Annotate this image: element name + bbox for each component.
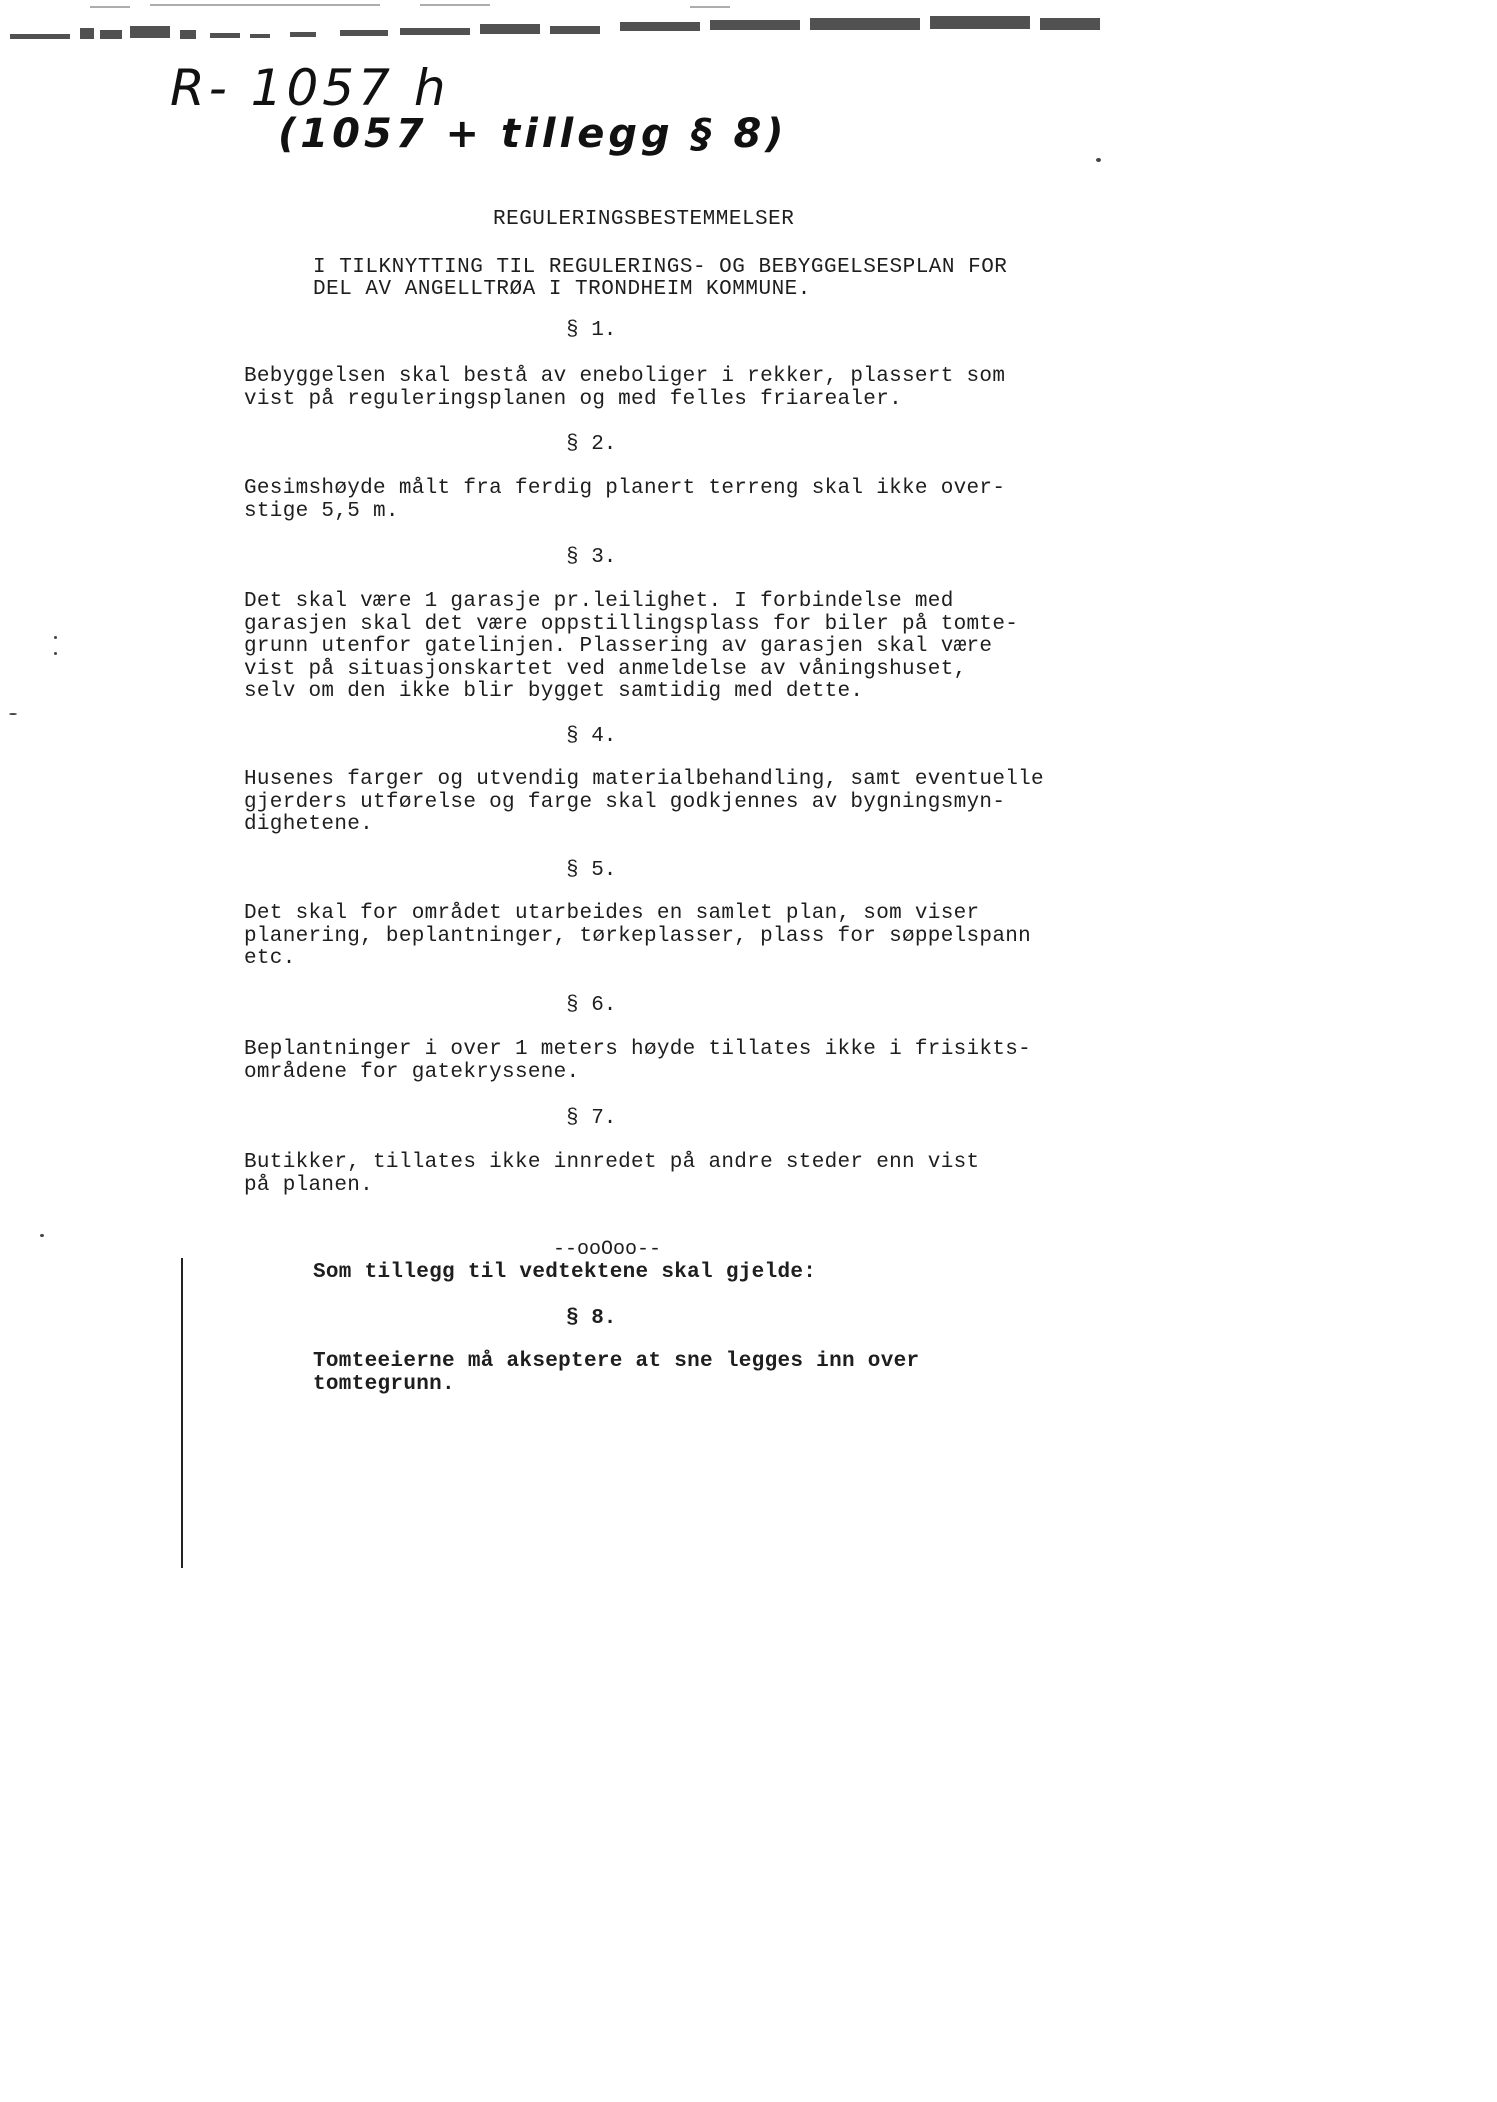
section-1-text: Bebyggelsen skal bestå av eneboliger i rekker, plassert som vist på reguleringsplanen og med felles friarealer. xyxy=(244,365,1006,411)
scan-speck xyxy=(9,713,17,715)
section-8-heading: § 8. xyxy=(566,1307,617,1330)
section-8-text: Tomteeierne må akseptere at sne legges inn over tomtegrunn. xyxy=(313,1350,920,1396)
addendum-intro: Som tillegg til vedtektene skal gjelde: xyxy=(313,1261,817,1284)
section-6-heading: § 6. xyxy=(566,994,617,1017)
scan-noise-graphic xyxy=(0,0,1120,44)
scan-speck xyxy=(40,1234,44,1237)
section-7-text: Butikker, tillates ikke innredet på andre steder enn vist på planen. xyxy=(244,1151,980,1197)
section-2-text: Gesimshøyde målt fra ferdig planert terreng skal ikke over- stige 5,5 m. xyxy=(244,477,1006,523)
section-2-heading: § 2. xyxy=(566,433,617,456)
scan-speck xyxy=(54,652,57,655)
scan-speck xyxy=(1096,158,1101,162)
handwritten-note: (1057 + tillegg § 8) xyxy=(278,111,788,157)
section-5-heading: § 5. xyxy=(566,859,617,882)
scan-speck xyxy=(54,636,57,639)
section-6-text: Beplantninger i over 1 meters høyde tillates ikke i frisikts- områdene for gatekryssene. xyxy=(244,1038,1032,1084)
handwritten-reference: R- 1057 h xyxy=(170,59,450,117)
document-subtitle-line1: I TILKNYTTING TIL REGULERINGS- OG BEBYGGELSESPLAN FOR xyxy=(313,256,1008,279)
section-separator: --ooOoo-- xyxy=(553,1238,662,1261)
document-subtitle-line2: DEL AV ANGELLTRØA I TRONDHEIM KOMMUNE. xyxy=(313,278,811,301)
section-3-heading: § 3. xyxy=(566,546,617,569)
scan-artifact-band xyxy=(0,0,1120,44)
section-5-text: Det skal for området utarbeides en samlet plan, som viser planering, beplantninger, tørkeplasser, plass for søppelspann etc. xyxy=(244,902,1032,971)
section-4-text: Husenes farger og utvendig materialbehandling, samt eventuelle gjerders utførelse og farge skal godkjennes av bygningsmyn- dighetene. xyxy=(244,768,1044,837)
section-4-heading: § 4. xyxy=(566,725,617,748)
section-1-heading: § 1. xyxy=(566,319,617,342)
section-7-heading: § 7. xyxy=(566,1107,617,1130)
addendum-margin-line xyxy=(181,1258,183,1568)
section-3-text: Det skal være 1 garasje pr.leilighet. I forbindelse med garasjen skal det være oppstillingsplass for biler på tomte- grunn utenfor gatelinjen. Plassering av garasjen skal være vist på situasjonskartet ved anmeldelse av våningshuset, selv om den ikke blir bygget samtidig med dette. xyxy=(244,590,1019,704)
document-title: REGULERINGSBESTEMMELSER xyxy=(493,208,795,231)
